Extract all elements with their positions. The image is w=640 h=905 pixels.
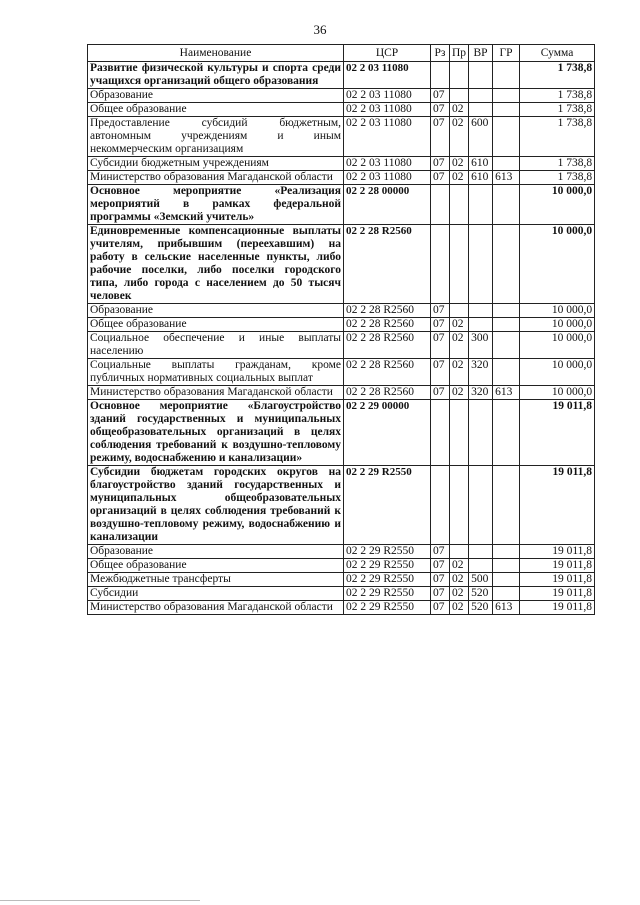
cell-csr: 02 2 03 11080 [344, 157, 431, 171]
header-csr: ЦСР [344, 45, 431, 62]
cell-vr: 320 [469, 386, 493, 400]
cell-pr [450, 89, 469, 103]
cell-gr: 613 [493, 601, 520, 615]
header-gr: ГР [493, 45, 520, 62]
cell-sum: 1 738,8 [520, 103, 595, 117]
cell-vr [469, 62, 493, 89]
cell-pr [450, 185, 469, 225]
cell-name: Социальные выплаты гражданам, кроме публичных нормативных социальных выплат [88, 359, 344, 386]
cell-rz: 07 [431, 587, 450, 601]
table-row [88, 545, 595, 559]
cell-pr: 02 [450, 559, 469, 573]
cell-vr [469, 304, 493, 318]
cell-pr: 02 [450, 587, 469, 601]
cell-rz: 07 [431, 171, 450, 185]
cell-name: Социальное обеспечение и иные выплаты населению [88, 332, 344, 359]
cell-gr [493, 185, 520, 225]
table-row [88, 359, 595, 386]
cell-rz: 07 [431, 103, 450, 117]
cell-pr: 02 [450, 573, 469, 587]
cell-name: Общее образование [88, 103, 344, 117]
table-row [88, 318, 595, 332]
cell-sum: 19 011,8 [520, 400, 595, 466]
table-row [88, 332, 595, 359]
cell-rz [431, 185, 450, 225]
cell-csr: 02 2 29 R2550 [344, 587, 431, 601]
cell-gr [493, 157, 520, 171]
cell-rz: 07 [431, 117, 450, 157]
cell-pr: 02 [450, 318, 469, 332]
cell-gr [493, 318, 520, 332]
cell-vr: 610 [469, 171, 493, 185]
cell-sum: 10 000,0 [520, 225, 595, 304]
cell-vr [469, 318, 493, 332]
table-row [88, 89, 595, 103]
cell-sum: 19 011,8 [520, 587, 595, 601]
cell-vr: 500 [469, 573, 493, 587]
cell-gr [493, 332, 520, 359]
cell-name: Образование [88, 89, 344, 103]
table-row [88, 601, 595, 615]
table-row [88, 400, 595, 466]
cell-sum: 19 011,8 [520, 545, 595, 559]
cell-pr [450, 466, 469, 545]
cell-gr [493, 559, 520, 573]
cell-rz: 07 [431, 318, 450, 332]
table-row [88, 225, 595, 304]
cell-sum: 1 738,8 [520, 89, 595, 103]
footer-line [0, 900, 200, 901]
cell-csr: 02 2 28 R2560 [344, 386, 431, 400]
cell-sum: 10 000,0 [520, 304, 595, 318]
cell-csr: 02 2 03 11080 [344, 117, 431, 157]
cell-csr: 02 2 28 R2560 [344, 359, 431, 386]
cell-pr: 02 [450, 601, 469, 615]
cell-vr [469, 225, 493, 304]
cell-gr [493, 573, 520, 587]
cell-pr: 02 [450, 157, 469, 171]
cell-gr: 613 [493, 386, 520, 400]
cell-pr [450, 304, 469, 318]
cell-vr [469, 185, 493, 225]
cell-gr [493, 89, 520, 103]
cell-pr: 02 [450, 171, 469, 185]
cell-sum: 1 738,8 [520, 157, 595, 171]
cell-pr [450, 400, 469, 466]
cell-gr [493, 400, 520, 466]
cell-name: Субсидии бюджетам городских округов на благоустройство зданий государственных и муниципальных общеобразовательных организаций в целях соблюдения требований к воздушно-тепловому режиму, водоснабжению и канализации [88, 466, 344, 545]
table-row [88, 185, 595, 225]
cell-rz [431, 466, 450, 545]
cell-pr [450, 545, 469, 559]
cell-vr [469, 559, 493, 573]
header-sum: Сумма [520, 45, 595, 62]
cell-gr [493, 103, 520, 117]
cell-name: Развитие физической культуры и спорта среди учащихся организаций общего образования [88, 62, 344, 89]
cell-vr: 520 [469, 587, 493, 601]
cell-csr: 02 2 29 R2550 [344, 573, 431, 587]
cell-vr [469, 466, 493, 545]
cell-name: Основное мероприятие «Благоустройство зданий государственных и муниципальных общеобразовательных организаций в целях соблюдения требований к воздушно-тепловому режиму, водоснабжению и канализации» [88, 400, 344, 466]
cell-gr [493, 466, 520, 545]
cell-csr: 02 2 28 R2560 [344, 225, 431, 304]
cell-sum: 19 011,8 [520, 573, 595, 587]
cell-sum: 19 011,8 [520, 466, 595, 545]
cell-name: Предоставление субсидий бюджетным, автономным учреждениям и иным некоммерческим организациям [88, 117, 344, 157]
header-rz: Рз [431, 45, 450, 62]
cell-rz [431, 400, 450, 466]
cell-rz: 07 [431, 89, 450, 103]
cell-sum: 10 000,0 [520, 359, 595, 386]
cell-csr: 02 2 28 R2560 [344, 318, 431, 332]
cell-gr [493, 225, 520, 304]
cell-name: Министерство образования Магаданской области [88, 171, 344, 185]
page-number: 36 [313, 22, 327, 37]
cell-name: Общее образование [88, 318, 344, 332]
cell-rz: 07 [431, 601, 450, 615]
cell-csr: 02 2 29 00000 [344, 400, 431, 466]
cell-sum: 19 011,8 [520, 559, 595, 573]
cell-sum: 10 000,0 [520, 386, 595, 400]
cell-name: Единовременные компенсационные выплаты учителям, прибывшим (переехавшим) на работу в сельские населенные пункты, либо рабочие поселки, либо поселки городского типа, либо города с населением до 50 тысяч человек [88, 225, 344, 304]
cell-rz: 07 [431, 573, 450, 587]
table-row [88, 559, 595, 573]
cell-csr: 02 2 03 11080 [344, 62, 431, 89]
table-row [88, 171, 595, 185]
cell-rz [431, 225, 450, 304]
header-pr: Пр [450, 45, 469, 62]
cell-vr: 520 [469, 601, 493, 615]
cell-gr [493, 117, 520, 157]
table-row [88, 103, 595, 117]
cell-rz: 07 [431, 332, 450, 359]
header-vr: ВР [469, 45, 493, 62]
cell-csr: 02 2 29 R2550 [344, 466, 431, 545]
header-name: Наименование [88, 45, 344, 62]
cell-sum: 1 738,8 [520, 171, 595, 185]
cell-csr: 02 2 28 00000 [344, 185, 431, 225]
table-row [88, 573, 595, 587]
budget-table [87, 44, 595, 615]
cell-gr [493, 62, 520, 89]
cell-sum: 1 738,8 [520, 117, 595, 157]
cell-vr [469, 400, 493, 466]
cell-name: Основное мероприятие «Реализация мероприятий в рамках федеральной программы «Земский учитель» [88, 185, 344, 225]
cell-sum: 10 000,0 [520, 318, 595, 332]
cell-gr [493, 304, 520, 318]
cell-name: Министерство образования Магаданской области [88, 601, 344, 615]
cell-sum: 10 000,0 [520, 185, 595, 225]
cell-name: Субсидии бюджетным учреждениям [88, 157, 344, 171]
cell-gr: 613 [493, 171, 520, 185]
cell-pr: 02 [450, 332, 469, 359]
cell-vr: 610 [469, 157, 493, 171]
cell-pr: 02 [450, 103, 469, 117]
cell-vr [469, 103, 493, 117]
cell-rz: 07 [431, 559, 450, 573]
cell-rz [431, 62, 450, 89]
cell-name: Общее образование [88, 559, 344, 573]
cell-sum: 19 011,8 [520, 601, 595, 615]
table-row [88, 157, 595, 171]
cell-csr: 02 2 28 R2560 [344, 332, 431, 359]
cell-gr [493, 359, 520, 386]
cell-vr [469, 545, 493, 559]
cell-csr: 02 2 28 R2560 [344, 304, 431, 318]
table-row [88, 466, 595, 545]
cell-name: Субсидии [88, 587, 344, 601]
cell-csr: 02 2 29 R2550 [344, 601, 431, 615]
cell-vr [469, 89, 493, 103]
cell-csr: 02 2 03 11080 [344, 171, 431, 185]
cell-gr [493, 587, 520, 601]
table-row [88, 117, 595, 157]
cell-rz: 07 [431, 545, 450, 559]
cell-rz: 07 [431, 359, 450, 386]
table-body [88, 62, 595, 615]
header-row [88, 45, 595, 62]
cell-sum: 10 000,0 [520, 332, 595, 359]
cell-vr: 320 [469, 359, 493, 386]
cell-csr: 02 2 03 11080 [344, 89, 431, 103]
cell-pr [450, 62, 469, 89]
cell-pr: 02 [450, 359, 469, 386]
cell-name: Межбюджетные трансферты [88, 573, 344, 587]
cell-name: Образование [88, 304, 344, 318]
table-row [88, 587, 595, 601]
cell-pr: 02 [450, 386, 469, 400]
cell-csr: 02 2 29 R2550 [344, 545, 431, 559]
cell-vr: 300 [469, 332, 493, 359]
cell-rz: 07 [431, 386, 450, 400]
cell-name: Министерство образования Магаданской области [88, 386, 344, 400]
cell-pr: 02 [450, 117, 469, 157]
table-row [88, 62, 595, 89]
cell-sum: 1 738,8 [520, 62, 595, 89]
cell-csr: 02 2 03 11080 [344, 103, 431, 117]
table-row [88, 386, 595, 400]
cell-csr: 02 2 29 R2550 [344, 559, 431, 573]
cell-pr [450, 225, 469, 304]
cell-rz: 07 [431, 157, 450, 171]
cell-gr [493, 545, 520, 559]
cell-name: Образование [88, 545, 344, 559]
table-row [88, 304, 595, 318]
cell-rz: 07 [431, 304, 450, 318]
cell-vr: 600 [469, 117, 493, 157]
